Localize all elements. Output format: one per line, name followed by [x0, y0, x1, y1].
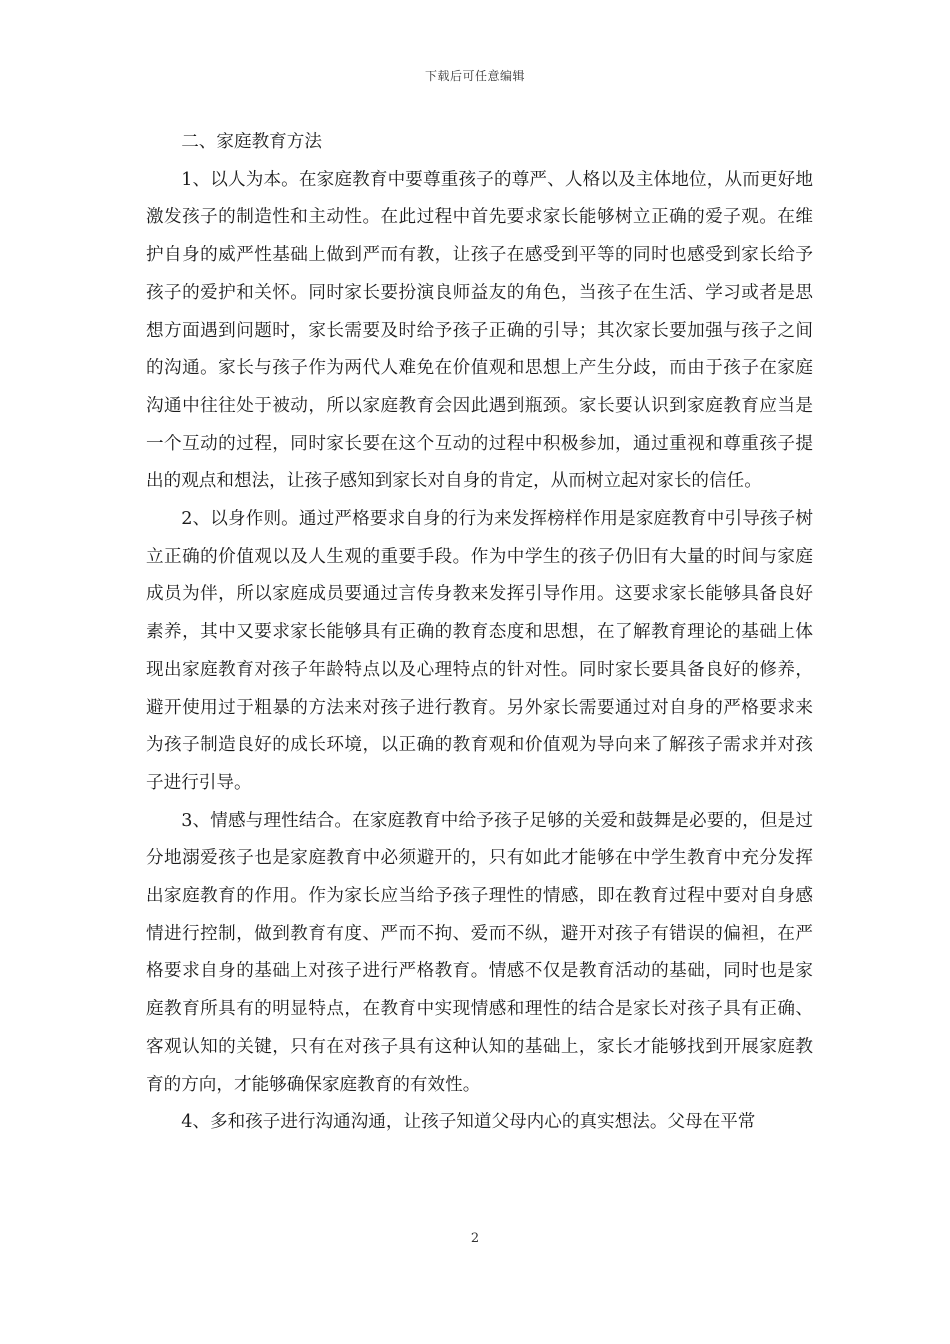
- paragraph-3: 3、情感与理性结合。在家庭教育中给予孩子足够的关爱和鼓舞是必要的，但是过分地溺爱孩子也是家庭教育中必须避开的，只有如此才能够在中学生教育中充分发挥出家庭教育的作用。作为家长应当给予孩子理性的情感，即在教育过程中要对自身感情进行控制，做到教育有度、严而不拘、爱而不纵，避开对孩子有错误的偏袒，在严格要求自身的基础上对孩子进行严格教育。情感不仅是教育活动的基础，同时也是家庭教育所具有的明显特点，在教育中实现情感和理性的结合是家长对孩子具有正确、客观认知的关键，只有在对孩子具有这种认知的基础上，家长才能够找到开展家庭教育的方向，才能够确保家庭教育的有效性。: [146, 810, 813, 1095]
- paragraph-1: 1、以人为本。在家庭教育中要尊重孩子的尊严、人格以及主体地位，从而更好地激发孩子的制造性和主动性。在此过程中首先要求家长能够树立正确的爱子观。在维护自身的威严性基础上做到严而有教，让孩子在感受到平等的同时也感受到家长给予孩子的爱护和关怀。同时家长要扮演良师益友的角色，当孩子在生活、学习或者是思想方面遇到问题时，家长需要及时给予孩子正确的引导；其次家长要加强与孩子之间的沟通。家长与孩子作为两代人难免在价值观和思想上产生分歧，而由于孩子在家庭沟通中往往处于被动，所以家庭教育会因此遇到瓶颈。家长要认识到家庭教育应当是一个互动的过程，同时家长要在这个互动的过程中积极参加，通过重视和尊重孩子提出的观点和想法，让孩子感知到家长对自身的肯定，从而树立起对家长的信任。: [146, 169, 813, 492]
- document-body: [146, 124, 813, 1142]
- paragraph-2: 2、以身作则。通过严格要求自身的行为来发挥榜样作用是家庭教育中引导孩子树立正确的价值观以及人生观的重要手段。作为中学生的孩子仍旧有大量的时间与家庭成员为伴，所以家庭成员要通过言传身教来发挥引导作用。这要求家长能够具备良好素养，其中又要求家长能够具有正确的教育态度和思想，在了解教育理论的基础上体现出家庭教育对孩子年龄特点以及心理特点的针对性。同时家长要具备良好的修养，避开使用过于粗暴的方法来对孩子进行教育。另外家长需要通过对自身的严格要求来为孩子制造良好的成长环境，以正确的教育观和价值观为导向来了解孩子需求并对孩子进行引导。: [146, 509, 813, 793]
- paragraph-4: 4、多和孩子进行沟通沟通，让孩子知道父母内心的真实想法。父母在平常: [181, 1112, 756, 1133]
- page-number: 2: [470, 1231, 480, 1246]
- section-heading: 二、家庭教育方法: [181, 132, 322, 152]
- page-header: 下载后可任意编辑: [424, 69, 525, 83]
